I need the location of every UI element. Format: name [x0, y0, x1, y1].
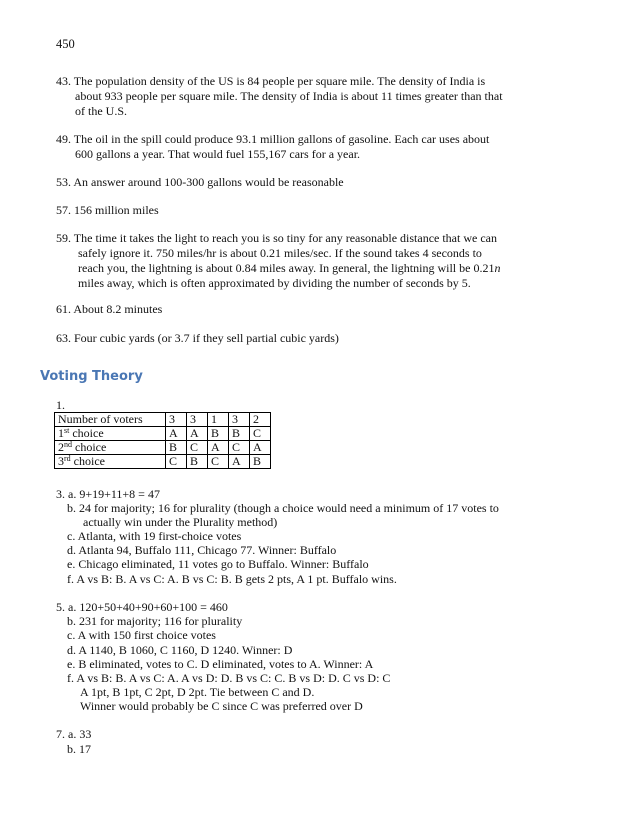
answer-line: b. 17 — [67, 742, 91, 756]
table-cell: B — [229, 427, 250, 441]
answer-line: Winner would probably be C since C was preferred over D — [80, 699, 363, 713]
answer-43-line-2: about 933 people per square mile. The density of India is about 11 times greater than that — [75, 89, 503, 103]
answer-line: 7. a. 33 — [56, 727, 92, 741]
preference-table — [54, 412, 271, 469]
answer-59-line-3-text: reach you, the lightning is about 0.84 miles away. In general, the lightning will be 0.21 — [78, 261, 495, 275]
row-ordinal: 3 — [58, 454, 64, 468]
row-ordinal: 1 — [58, 426, 64, 440]
table-cell: C — [187, 441, 208, 455]
row-ordinal-suffix: rd — [64, 454, 71, 463]
answer-line: actually win under the Plurality method) — [83, 515, 278, 529]
answer-49-line-2: 600 gallons a year. That would fuel 155,167 cars for a year. — [75, 147, 361, 161]
voter-count: 2 — [250, 413, 271, 427]
answer-line: f. A vs B: B. A vs C: A. A vs D: D. B vs C: C. B vs D: D. C vs D: C — [67, 671, 391, 685]
answer-57: 57. 156 million miles — [56, 203, 159, 217]
answer-63: 63. Four cubic yards (or 3.7 if they sell partial cubic yards) — [56, 331, 339, 345]
table-cell: C — [229, 441, 250, 455]
table-header-label: Number of voters — [55, 413, 166, 427]
answer-59-line-1: 59. The time it takes the light to reach you is so tiny for any reasonable distance that we can — [56, 231, 497, 245]
table-cell: C — [208, 455, 229, 469]
table-cell: A — [187, 427, 208, 441]
row-ordinal-suffix: st — [64, 426, 70, 435]
voter-count: 3 — [187, 413, 208, 427]
answer-line: A 1pt, B 1pt, C 2pt, D 2pt. Tie between C and D. — [80, 685, 315, 699]
row-label-text: choice — [70, 454, 105, 468]
answer-53: 53. An answer around 100-300 gallons would be reasonable — [56, 175, 344, 189]
row-label-text: choice — [69, 426, 104, 440]
table-cell: A — [166, 427, 187, 441]
table-cell: B — [166, 441, 187, 455]
answer-line: e. Chicago eliminated, 11 votes go to Buffalo. Winner: Buffalo — [67, 557, 369, 571]
table-cell: B — [250, 455, 271, 469]
answer-line: b. 24 for majority; 16 for plurality (though a choice would need a minimum of 17 votes to — [67, 501, 499, 515]
answer-line: d. A 1140, B 1060, C 1160, D 1240. Winner: D — [67, 643, 293, 657]
table-cell: C — [166, 455, 187, 469]
answer-line: 3. a. 9+19+11+8 = 47 — [56, 487, 160, 501]
answer-43-line-1: 43. The population density of the US is 84 people per square mile. The density of India is — [56, 74, 486, 88]
table-row — [55, 427, 271, 441]
answer-59-line-3 — [78, 261, 500, 276]
table-cell: B — [187, 455, 208, 469]
row-label — [55, 455, 166, 469]
voter-count: 3 — [229, 413, 250, 427]
answer-line: f. A vs B: B. A vs C: A. B vs C: B. B gets 2 pts, A 1 pt. Buffalo wins. — [67, 572, 397, 586]
answer-line: c. A with 150 first choice votes — [67, 628, 216, 642]
answer-61: 61. About 8.2 minutes — [56, 302, 163, 316]
table-row — [55, 455, 271, 469]
table-cell: B — [208, 427, 229, 441]
variable-n: n — [494, 261, 501, 275]
page-number: 450 — [56, 37, 75, 51]
table-cell: A — [250, 441, 271, 455]
answer-line: b. 231 for majority; 116 for plurality — [67, 614, 243, 628]
voting-q1-label: 1. — [56, 398, 65, 412]
table-cell: C — [250, 427, 271, 441]
row-ordinal: 2 — [58, 440, 64, 454]
section-title: Voting Theory — [40, 369, 143, 384]
row-label — [55, 427, 166, 441]
answer-59-line-2: safely ignore it. 750 miles/hr is about 0.21 miles/sec. If the sound takes 4 seconds to — [78, 246, 482, 260]
voter-count: 3 — [166, 413, 187, 427]
voter-count: 1 — [208, 413, 229, 427]
answer-59-line-4: miles away, which is often approximated by dividing the number of seconds by 5. — [78, 276, 471, 290]
answer-line: c. Atlanta, with 19 first-choice votes — [67, 529, 242, 543]
row-label-text: choice — [72, 440, 107, 454]
table-cell: A — [229, 455, 250, 469]
table-cell: A — [208, 441, 229, 455]
answer-line: d. Atlanta 94, Buffalo 111, Chicago 77. Winner: Buffalo — [67, 543, 337, 557]
table-header-row — [55, 413, 271, 427]
answer-49-line-1: 49. The oil in the spill could produce 93.1 million gallons of gasoline. Each car uses about — [56, 132, 490, 146]
answer-line: 5. a. 120+50+40+90+60+100 = 460 — [56, 600, 228, 614]
answer-43-line-3: of the U.S. — [75, 104, 127, 118]
row-ordinal-suffix: nd — [64, 440, 72, 449]
row-label — [55, 441, 166, 455]
answer-line: e. B eliminated, votes to C. D eliminated, votes to A. Winner: A — [67, 657, 374, 671]
table-row — [55, 441, 271, 455]
